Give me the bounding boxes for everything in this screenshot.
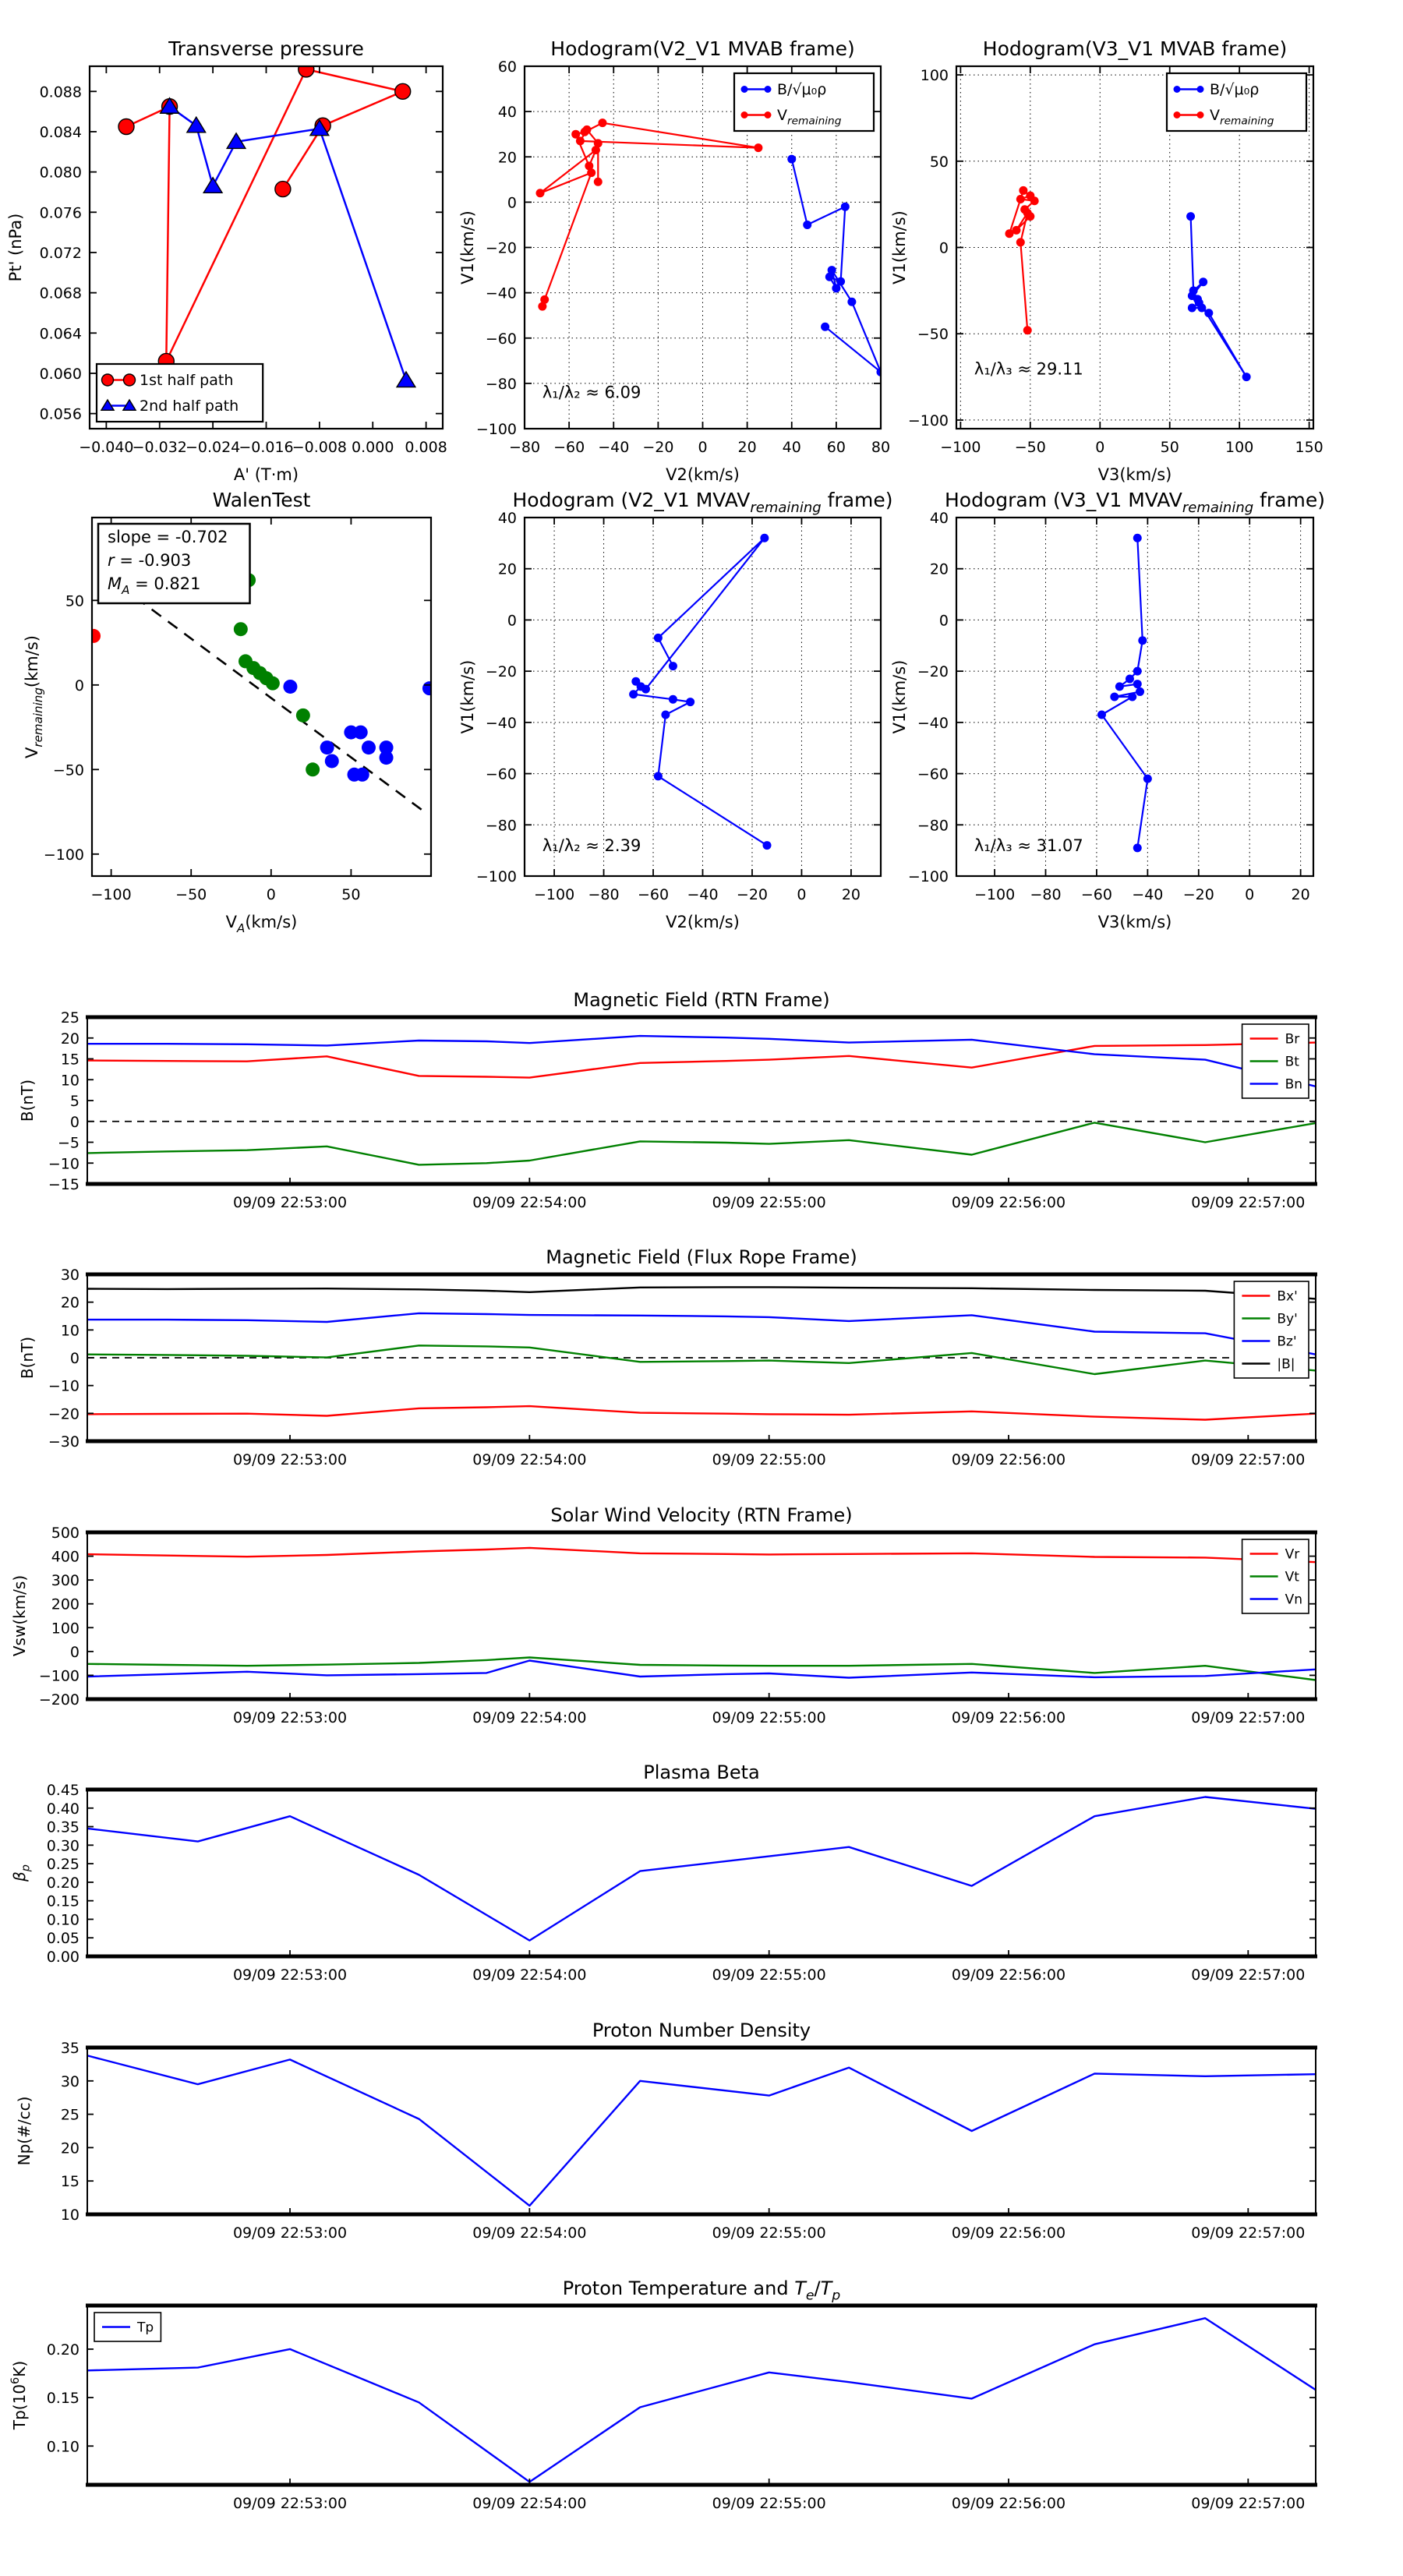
svg-text:−20: −20 (48, 1405, 80, 1423)
svg-text:2nd half path: 2nd half path (140, 398, 239, 415)
svg-text:09/09 22:56:00: 09/09 22:56:00 (951, 1451, 1066, 1468)
svg-text:−100: −100 (38, 1667, 80, 1685)
chart-transverse-pressure (6, 37, 447, 484)
svg-text:−40: −40 (598, 439, 630, 456)
svg-text:−40: −40 (485, 284, 517, 302)
svg-text:−0.032: −0.032 (132, 439, 187, 456)
svg-text:20: 20 (497, 149, 517, 167)
svg-text:0: 0 (938, 239, 949, 257)
svg-text:B(nT): B(nT) (18, 1336, 37, 1380)
svg-text:−100: −100 (90, 886, 132, 903)
svg-text:Magnetic Field (Flux Rope Fram: Magnetic Field (Flux Rope Frame) (546, 1246, 857, 1268)
series-group (1097, 534, 1152, 853)
svg-text:Hodogram (V3_V1 MVAVremaining: Hodogram (V3_V1 $MVAV_{remaining}$ frame) (944, 489, 1326, 516)
svg-text:300: 300 (51, 1572, 80, 1590)
svg-text:A' (T·m): A' (T·m) (233, 465, 299, 484)
svg-text:−100: −100 (533, 886, 575, 903)
svg-text:60: 60 (826, 439, 846, 456)
svg-text:By': By' (1277, 1311, 1298, 1327)
series-group (87, 1287, 1316, 1419)
series-group (87, 2055, 1316, 2206)
svg-text:−100: −100 (907, 412, 949, 429)
svg-text:0.05: 0.05 (46, 1930, 80, 1948)
chart-solar-wind-velocity (10, 1504, 1317, 1726)
svg-text:0.076: 0.076 (39, 204, 82, 222)
svg-text:−10: −10 (48, 1377, 80, 1395)
svg-text:−20: −20 (642, 439, 674, 456)
series-group (629, 534, 771, 850)
svg-text:0: 0 (1245, 886, 1255, 903)
svg-text:20: 20 (1291, 886, 1310, 903)
svg-text:MA = 0.821: $M_A = 0.821$ (108, 574, 201, 597)
svg-text:V3(km/s): V3(km/s) (1097, 913, 1172, 931)
svg-text:5: 5 (69, 1093, 80, 1110)
svg-text:V1(km/s): V1(km/s) (890, 659, 909, 734)
svg-text:0.008: 0.008 (405, 439, 447, 456)
chart-walen-test (23, 489, 436, 935)
svg-text:09/09 22:53:00: 09/09 22:53:00 (232, 1709, 348, 1726)
series-group (87, 1548, 1316, 1680)
chart-proton-number-density (15, 2019, 1317, 2242)
svg-text:V2(km/s): V2(km/s) (666, 465, 740, 484)
svg-text:−60: −60 (637, 886, 670, 903)
svg-text:0.20: 0.20 (46, 2341, 80, 2359)
svg-text:0.00: 0.00 (46, 1949, 80, 1966)
svg-text:09/09 22:57:00: 09/09 22:57:00 (1191, 1966, 1306, 1984)
svg-text:1st half path: 1st half path (140, 372, 234, 390)
svg-text:0: 0 (507, 612, 517, 630)
svg-text:−20: −20 (736, 886, 769, 903)
svg-text:Solar Wind Velocity (RTN Frame: Solar Wind Velocity (RTN Frame) (550, 1504, 853, 1526)
svg-text:λ₁/λ₃ ≈ 29.11: λ₁/λ₃ ≈ 29.11 (974, 359, 1083, 379)
svg-text:−60: −60 (1080, 886, 1112, 903)
svg-text:Bt: Bt (1285, 1054, 1299, 1070)
svg-text:09/09 22:56:00: 09/09 22:56:00 (951, 1966, 1066, 1984)
chart-mag-field-flux-rope (18, 1246, 1317, 1468)
svg-text:V1(km/s): V1(km/s) (458, 659, 477, 734)
svg-text:40: 40 (497, 510, 517, 527)
svg-text:−100: −100 (974, 886, 1016, 903)
svg-text:0.25: 0.25 (46, 1856, 80, 1874)
svg-text:09/09 22:56:00: 09/09 22:56:00 (951, 1709, 1066, 1726)
svg-text:20: 20 (497, 560, 517, 578)
series-group (87, 573, 436, 782)
svg-text:−100: −100 (940, 439, 981, 456)
svg-text:−15: −15 (48, 1176, 80, 1193)
chart-hodogram-v2v1-mvav (458, 489, 893, 931)
series-group (87, 1797, 1316, 1941)
svg-text:Proton Number Density: Proton Number Density (592, 2019, 811, 2041)
svg-text:0.000: 0.000 (352, 439, 394, 456)
series-group (87, 2318, 1316, 2482)
svg-text:15: 15 (60, 1051, 80, 1069)
svg-text:Bx': Bx' (1277, 1288, 1298, 1305)
svg-text:|B|: |B| (1277, 1356, 1295, 1373)
svg-text:10: 10 (60, 1322, 80, 1340)
chart-plasma-beta (10, 1762, 1317, 1984)
svg-text:09/09 22:55:00: 09/09 22:55:00 (712, 1194, 826, 1211)
svg-text:20: 20 (60, 1294, 80, 1312)
svg-text:−5: −5 (57, 1134, 80, 1152)
svg-text:09/09 22:56:00: 09/09 22:56:00 (951, 1194, 1066, 1211)
svg-text:−100: −100 (43, 846, 84, 864)
svg-text:0: 0 (266, 886, 276, 903)
svg-text:−80: −80 (485, 375, 517, 393)
svg-text:150: 150 (1295, 439, 1323, 456)
svg-text:09/09 22:55:00: 09/09 22:55:00 (712, 1709, 826, 1726)
svg-text:09/09 22:53:00: 09/09 22:53:00 (232, 1451, 348, 1468)
svg-text:λ₁/λ₂ ≈ 6.09: λ₁/λ₂ ≈ 6.09 (542, 383, 641, 402)
svg-text:0.15: 0.15 (46, 2390, 80, 2408)
svg-text:B/√μ₀ρ: B/√μ₀ρ (777, 81, 827, 99)
svg-text:Vsw(km/s): Vsw(km/s) (10, 1574, 29, 1657)
svg-text:−30: −30 (48, 1433, 80, 1451)
svg-text:09/09 22:55:00: 09/09 22:55:00 (712, 1451, 826, 1468)
svg-text:09/09 22:55:00: 09/09 22:55:00 (712, 2495, 826, 2512)
svg-text:−60: −60 (485, 765, 517, 783)
svg-text:V1(km/s): V1(km/s) (890, 210, 909, 284)
svg-text:−0.024: −0.024 (185, 439, 241, 456)
svg-text:−50: −50 (52, 761, 84, 779)
svg-text:Vremaining(km/s): $V_{remaining}(km/s)$ (23, 635, 45, 758)
svg-text:20: 20 (929, 560, 949, 578)
svg-text:09/09 22:57:00: 09/09 22:57:00 (1191, 1709, 1306, 1726)
svg-text:60: 60 (497, 58, 517, 76)
svg-text:0.084: 0.084 (39, 123, 82, 141)
svg-text:0: 0 (507, 194, 517, 212)
svg-text:−60: −60 (485, 330, 517, 348)
svg-text:100: 100 (51, 1620, 80, 1638)
svg-text:Vremaining: $V_{remaining}$ (777, 107, 842, 128)
svg-text:−40: −40 (687, 886, 719, 903)
svg-text:0: 0 (69, 1350, 80, 1367)
svg-text:B(nT): B(nT) (18, 1079, 37, 1122)
svg-text:20: 20 (60, 2140, 80, 2157)
svg-text:100: 100 (1225, 439, 1254, 456)
svg-text:Magnetic Field (RTN Frame): Magnetic Field (RTN Frame) (573, 989, 830, 1011)
svg-text:Vremaining: $V_{remaining}$ (1210, 107, 1274, 128)
svg-text:Plasma Beta: Plasma Beta (643, 1762, 760, 1783)
svg-text:09/09 22:53:00: 09/09 22:53:00 (232, 2224, 348, 2242)
svg-text:−100: −100 (475, 868, 517, 885)
svg-text:500: 500 (51, 1525, 80, 1542)
chart-hodogram-v3v1-mvav (890, 489, 1325, 931)
svg-text:09/09 22:54:00: 09/09 22:54:00 (472, 1966, 587, 1984)
svg-text:35: 35 (60, 2040, 80, 2057)
svg-text:09/09 22:54:00: 09/09 22:54:00 (472, 2224, 587, 2242)
svg-text:20: 20 (60, 1030, 80, 1048)
svg-text:09/09 22:57:00: 09/09 22:57:00 (1191, 1451, 1306, 1468)
svg-text:−50: −50 (1014, 439, 1046, 456)
svg-text:09/09 22:55:00: 09/09 22:55:00 (712, 2224, 826, 2242)
svg-text:−60: −60 (553, 439, 585, 456)
svg-text:10: 10 (60, 1072, 80, 1090)
series-group (1005, 186, 1250, 381)
svg-text:−80: −80 (588, 886, 620, 903)
svg-text:09/09 22:57:00: 09/09 22:57:00 (1191, 2495, 1306, 2512)
svg-text:50: 50 (1160, 439, 1179, 456)
svg-text:0: 0 (938, 612, 949, 630)
svg-text:40: 40 (782, 439, 801, 456)
svg-text:Bn: Bn (1285, 1076, 1303, 1093)
svg-text:0.45: 0.45 (46, 1782, 80, 1799)
svg-text:−200: −200 (38, 1691, 80, 1708)
svg-text:10: 10 (60, 2207, 80, 2224)
series-group (87, 1036, 1316, 1164)
svg-text:09/09 22:53:00: 09/09 22:53:00 (232, 2495, 348, 2512)
svg-text:slope = -0.702: slope = -0.702 (108, 528, 228, 546)
svg-text:λ₁/λ₂ ≈ 2.39: λ₁/λ₂ ≈ 2.39 (542, 836, 641, 855)
svg-text:40: 40 (929, 510, 949, 527)
svg-text:−80: −80 (917, 817, 949, 835)
svg-text:Np(#/cc): Np(#/cc) (15, 2096, 34, 2166)
svg-text:λ₁/λ₃ ≈ 31.07: λ₁/λ₃ ≈ 31.07 (974, 836, 1083, 855)
svg-text:0.40: 0.40 (46, 1800, 80, 1818)
svg-text:−80: −80 (508, 439, 541, 456)
svg-text:B/√μ₀ρ: B/√μ₀ρ (1210, 81, 1260, 99)
svg-text:0.060: 0.060 (39, 365, 82, 383)
svg-text:0.35: 0.35 (46, 1818, 80, 1836)
svg-text:40: 40 (497, 104, 517, 122)
svg-text:0.30: 0.30 (46, 1837, 80, 1855)
svg-text:Hodogram(V3_V1 MVAB frame): Hodogram(V3_V1 MVAB frame) (982, 37, 1288, 60)
svg-text:50: 50 (929, 153, 949, 171)
svg-text:20: 20 (841, 886, 861, 903)
chart-mag-field-rtn (18, 989, 1317, 1211)
chart-hodogram-v3v1-mvab (890, 37, 1323, 484)
series-group (118, 62, 415, 390)
svg-text:09/09 22:54:00: 09/09 22:54:00 (472, 1194, 587, 1211)
svg-text:0.068: 0.068 (39, 284, 82, 302)
svg-text:09/09 22:54:00: 09/09 22:54:00 (472, 1709, 587, 1726)
svg-text:VA(km/s): $V_A(km/s)$ (225, 913, 298, 935)
svg-text:25: 25 (60, 2106, 80, 2124)
svg-text:−100: −100 (907, 868, 949, 885)
svg-text:09/09 22:57:00: 09/09 22:57:00 (1191, 2224, 1306, 2242)
svg-text:0.088: 0.088 (39, 83, 82, 101)
svg-text:Proton Temperature and Te/Tp: Proton Temperature and $T_e/T_p$ (562, 2277, 841, 2304)
svg-text:Hodogram (V2_V1 MVAVremaining: Hodogram (V2_V1 $MVAV_{remaining}$ frame) (512, 489, 893, 516)
svg-text:09/09 22:56:00: 09/09 22:56:00 (951, 2224, 1066, 2242)
svg-text:−100: −100 (475, 421, 517, 438)
svg-text:−20: −20 (485, 239, 517, 257)
svg-text:30: 30 (60, 1267, 80, 1284)
svg-text:100: 100 (920, 67, 949, 85)
svg-text:09/09 22:53:00: 09/09 22:53:00 (232, 1194, 348, 1211)
svg-text:0: 0 (797, 886, 807, 903)
svg-text:V3(km/s): V3(km/s) (1097, 465, 1172, 484)
svg-text:−60: −60 (917, 765, 949, 783)
chart-proton-temperature (9, 2277, 1317, 2512)
svg-text:0.15: 0.15 (46, 1892, 80, 1910)
svg-text:Bz': Bz' (1277, 1334, 1297, 1350)
svg-text:0: 0 (74, 677, 84, 694)
svg-text:V2(km/s): V2(km/s) (666, 913, 740, 931)
svg-text:Br: Br (1285, 1031, 1300, 1048)
svg-text:25: 25 (60, 1009, 80, 1027)
svg-text:Vt: Vt (1285, 1569, 1299, 1585)
svg-text:200: 200 (51, 1595, 80, 1613)
svg-text:−50: −50 (917, 326, 949, 344)
svg-text:V1(km/s): V1(km/s) (458, 210, 477, 284)
svg-text:30: 30 (60, 2072, 80, 2090)
svg-text:09/09 22:57:00: 09/09 22:57:00 (1191, 1194, 1306, 1211)
svg-text:−10: −10 (48, 1155, 80, 1173)
svg-text:−0.008: −0.008 (292, 439, 348, 456)
svg-text:20: 20 (737, 439, 757, 456)
svg-text:0: 0 (69, 1113, 80, 1131)
svg-text:−50: −50 (175, 886, 207, 903)
svg-text:0: 0 (1095, 439, 1105, 456)
svg-text:−0.040: −0.040 (79, 439, 134, 456)
svg-text:0.080: 0.080 (39, 164, 82, 182)
svg-text:80: 80 (871, 439, 891, 456)
svg-text:09/09 22:54:00: 09/09 22:54:00 (472, 2495, 587, 2512)
svg-text:Tp(106K): $Tp(10^6K)$ (9, 2360, 29, 2430)
svg-text:WalenTest: WalenTest (212, 489, 311, 511)
svg-text:r = -0.903: r = -0.903 (108, 551, 192, 570)
svg-text:−80: −80 (485, 817, 517, 835)
svg-text:Hodogram(V2_V1 MVAB frame): Hodogram(V2_V1 MVAB frame) (550, 37, 855, 60)
series-group (535, 118, 885, 376)
svg-text:50: 50 (341, 886, 361, 903)
svg-text:Pt' (nPa): Pt' (nPa) (6, 213, 25, 282)
svg-text:0.072: 0.072 (39, 244, 82, 262)
svg-text:−40: −40 (1132, 886, 1164, 903)
svg-text:0.056: 0.056 (39, 405, 82, 423)
svg-text:−20: −20 (917, 663, 949, 681)
svg-text:0: 0 (698, 439, 708, 456)
svg-text:09/09 22:54:00: 09/09 22:54:00 (472, 1451, 587, 1468)
svg-text:400: 400 (51, 1548, 80, 1566)
svg-text:Tp: Tp (137, 2320, 154, 2336)
svg-text:15: 15 (60, 2173, 80, 2191)
chart-hodogram-v2v1-mvab (458, 37, 890, 484)
svg-text:0: 0 (69, 1643, 80, 1661)
svg-text:βp: $\beta_p$ (10, 1864, 33, 1882)
svg-text:09/09 22:55:00: 09/09 22:55:00 (712, 1966, 826, 1984)
svg-text:0.10: 0.10 (46, 1911, 80, 1929)
svg-text:09/09 22:53:00: 09/09 22:53:00 (232, 1966, 348, 1984)
svg-text:Transverse pressure: Transverse pressure (168, 37, 364, 60)
svg-text:0.20: 0.20 (46, 1874, 80, 1892)
svg-text:50: 50 (65, 592, 84, 610)
svg-text:−40: −40 (917, 714, 949, 732)
svg-text:−0.016: −0.016 (239, 439, 294, 456)
svg-text:Vn: Vn (1285, 1592, 1303, 1608)
svg-text:09/09 22:56:00: 09/09 22:56:00 (951, 2495, 1066, 2512)
svg-text:−40: −40 (485, 714, 517, 732)
svg-text:−80: −80 (1030, 886, 1062, 903)
svg-text:0.10: 0.10 (46, 2438, 80, 2456)
svg-text:Vr: Vr (1285, 1546, 1300, 1563)
svg-text:0.064: 0.064 (39, 325, 82, 343)
svg-text:−20: −20 (1182, 886, 1214, 903)
svg-text:−20: −20 (485, 663, 517, 681)
